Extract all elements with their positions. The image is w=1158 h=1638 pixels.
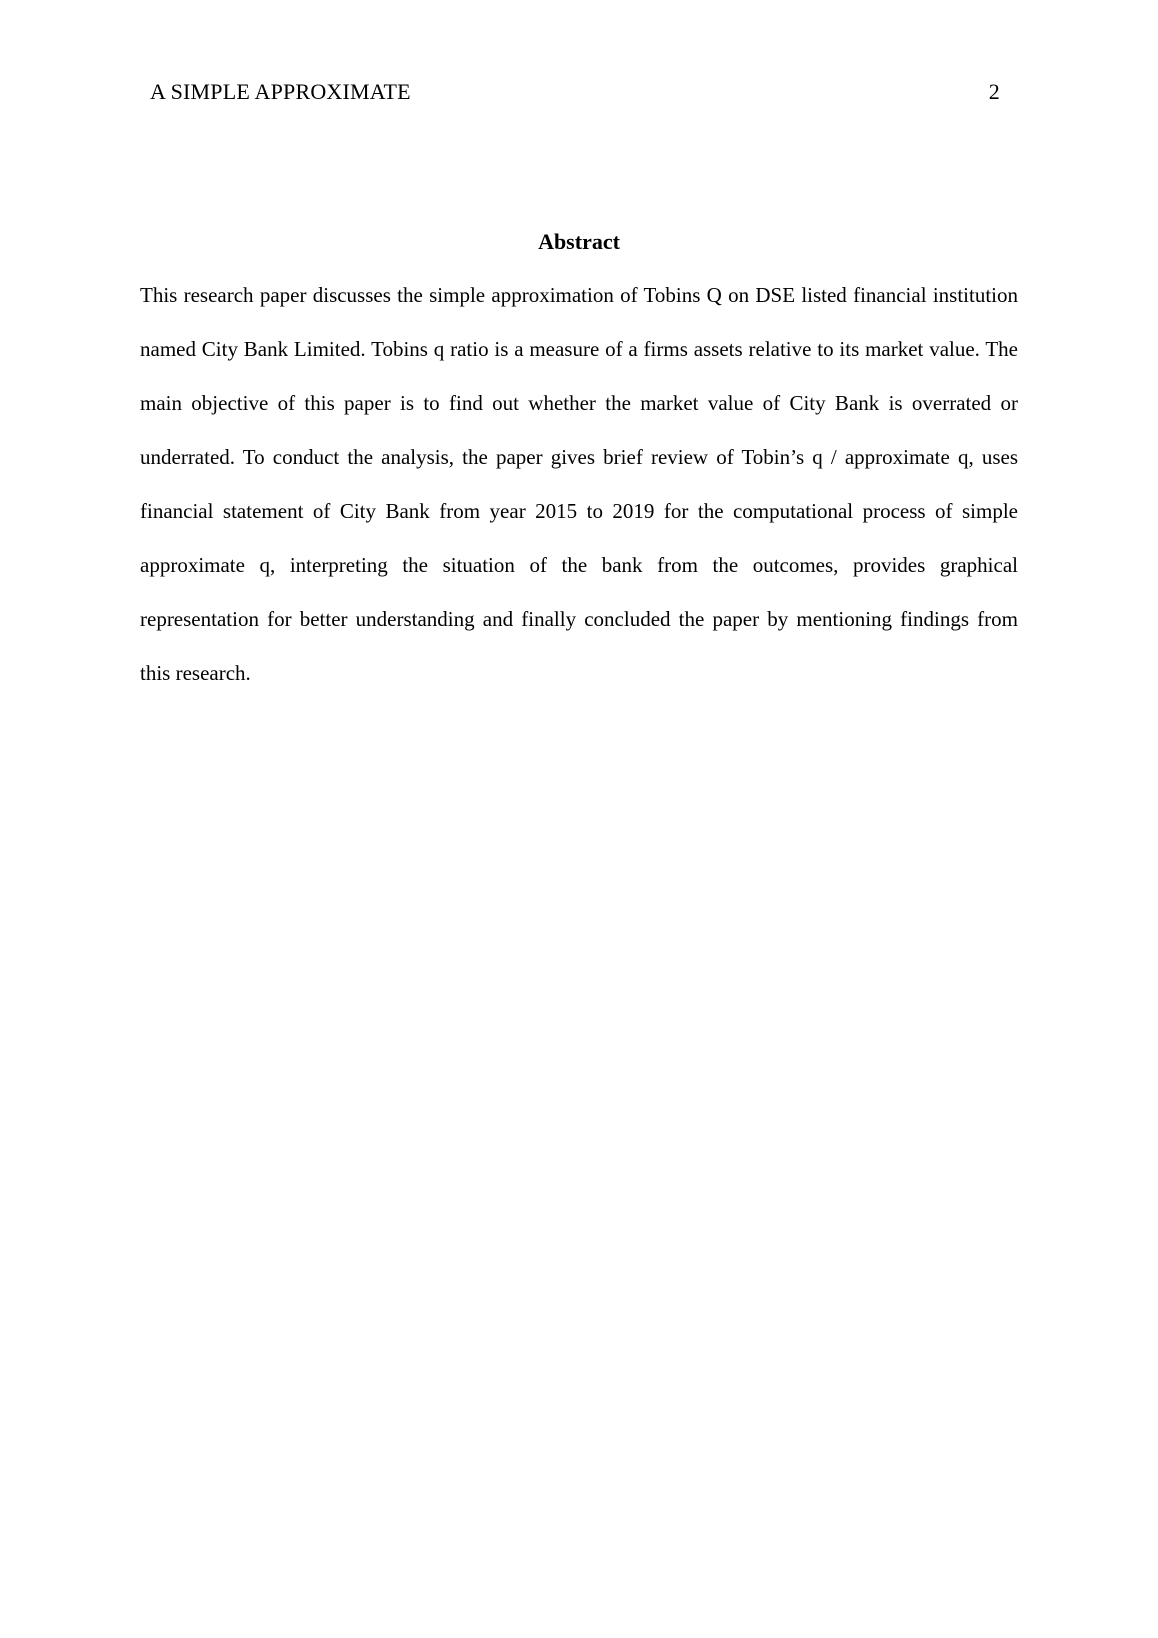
running-head <box>148 74 1010 104</box>
page-number: 2 <box>988 79 1000 104</box>
abstract-heading: Abstract <box>538 229 620 254</box>
running-head-title: A SIMPLE APPROXIMATE <box>150 79 411 104</box>
abstract-paragraph: This research paper discusses the simple approximation of Tobins Q on DSE listed financial institution named City Bank Limited. Tobins q ratio is a measure of a firms assets relative to its market value. The main objective of this paper is to find out whether the market value of City Bank is overrated or underrated. To conduct the analysis, the paper gives brief review of Tobin’s q / approximate q, uses financial statement of City Bank from year 2015 to 2019 for the computational process of simple approximate q, interpreting the situation of the bank from the outcomes, provides graphical representation for better understanding and finally concluded the paper by mentioning findings from this research. <box>140 283 1018 685</box>
